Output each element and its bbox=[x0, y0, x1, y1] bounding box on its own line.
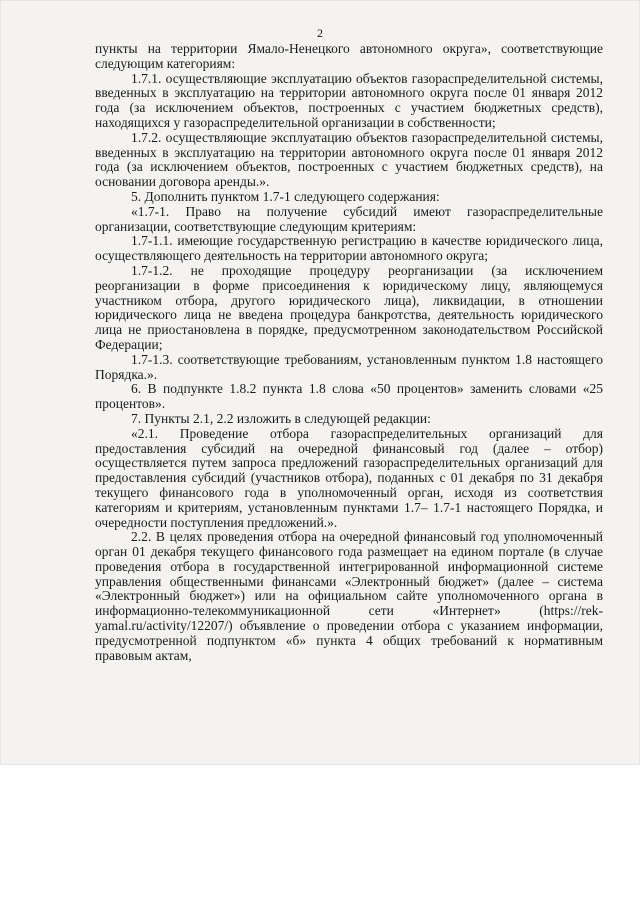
paragraph: «2.1. Проведение отбора газораспределительных организаций для предоставления субсидий на очередной финансовый год (далее – отбор) осуществляется путем запроса предложений газораспределительных организаций для предоставления субсидий (участников отбора), поданных с 01 декабря по 31 декабря текущего финансового года в уполномоченный орган, исходя из соответствия категориям и критериям, установленным пунктами 1.7– 1.7-1 настоящего Порядка, и очередности поступления предложений.». bbox=[95, 425, 603, 530]
paragraph: 6. В подпункте 1.8.2 пункта 1.8 слова «50 процентов» заменить словами «25 процентов». bbox=[95, 381, 603, 412]
paragraph: 1.7.1. осуществляющие эксплуатацию объектов газораспределительной системы, введенных в эксплуатацию на территории автономного округа после 01 января 2012 года (за исключением объектов, построенных с участием бюджетных средств), находящихся у газораспределительной организации в собственности; bbox=[95, 70, 603, 130]
document-body bbox=[95, 42, 603, 663]
paragraph: 2.2. В целях проведения отбора на очередной финансовый год уполномоченный орган 01 декабря текущего финансового года размещает на едином портале (в случае проведения отбора в государственной интегрированной информационной системе управления общественными финансами «Электронный бюджет» (далее – система «Электронный бюджет») или на официальном сайте уполномоченного органа в информационно-телекоммуникационной сети «Интернет» (https://rek-yamal.ru/activity/12207/) объявление о проведении отбора с указанием информации, предусмотренной подпунктом «б» пункта 4 общих требований к нормативным правовым актам, bbox=[95, 529, 603, 663]
page-number: 2 bbox=[317, 26, 323, 40]
paragraph: 5. Дополнить пунктом 1.7-1 следующего содержания: bbox=[131, 188, 440, 204]
paragraph: 1.7.2. осуществляющие эксплуатацию объектов газораспределительной системы, введенных в эксплуатацию на территории автономного округа после 01 января 2012 года (за исключением объектов, построенных с участием бюджетных средств), на основании договора аренды.». bbox=[95, 129, 603, 190]
blank-margin bbox=[0, 765, 640, 905]
paragraph: 7. Пункты 2.1, 2.2 изложить в следующей редакции: bbox=[131, 410, 431, 426]
paragraph: 1.7-1.2. не проходящие процедуру реорганизации (за исключением реорганизации в форме присоединения к юридическому лицу, являющемуся участником отбора, другого юридического лица), ликвидации, в отношении юридического лица не введена процедура банкротства, деятельность юридического лица не приостановлена в порядке, предусмотренном законодательством Российской Федерации; bbox=[95, 262, 603, 352]
paragraph: 1.7-1.3. соответствующие требованиям, установленным пунктом 1.8 настоящего Порядка.». bbox=[95, 351, 603, 382]
paragraph: пункты на территории Ямало-Ненецкого автономного округа», соответствующие следующим категориям: bbox=[95, 41, 603, 71]
paragraph: «1.7-1. Право на получение субсидий имеют газораспределительные организации, соответствующие следующим критериям: bbox=[95, 203, 603, 234]
paragraph: 1.7-1.1. имеющие государственную регистрацию в качестве юридического лица, осуществляющего деятельность на территории автономного округа; bbox=[95, 233, 603, 264]
